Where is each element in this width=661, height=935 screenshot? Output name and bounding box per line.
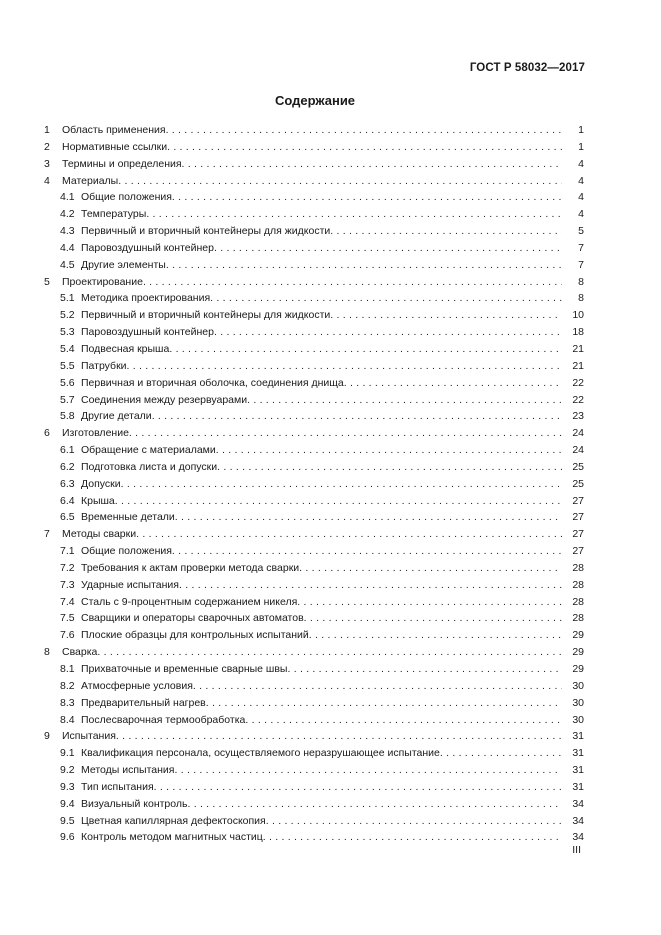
toc-entry-page: 5 (578, 225, 584, 238)
toc-entry-page: 7 (578, 241, 584, 254)
toc-entry-label: Методы сварки (62, 528, 137, 541)
toc-entry (44, 509, 584, 526)
toc-entry-page: 34 (572, 814, 584, 827)
toc-entry-page: 8 (578, 275, 584, 288)
toc-entry (44, 189, 584, 206)
dot-leader (179, 577, 562, 594)
toc-entry-number: 9.2 (60, 764, 75, 777)
dot-leader (193, 678, 562, 695)
toc-entry-label: Проектирование (62, 275, 143, 288)
toc-entry-number: 7 (44, 528, 50, 541)
toc-entry-page: 28 (572, 612, 584, 625)
toc-entry-page: 1 (578, 140, 584, 153)
toc-entry (44, 240, 584, 257)
toc-entry (44, 459, 584, 476)
toc-entry-page: 22 (572, 393, 584, 406)
dot-leader (214, 240, 562, 257)
toc-entry-page: 31 (572, 730, 584, 743)
toc-entry-label: Методы испытания (81, 764, 175, 777)
dot-leader (344, 375, 562, 392)
toc-entry (44, 594, 584, 611)
toc-entry-label: Общие положения (81, 191, 172, 204)
toc-entry-number: 9 (44, 730, 50, 743)
dot-leader (129, 425, 562, 442)
toc-entry-page: 29 (572, 646, 584, 659)
toc-entry (44, 375, 584, 392)
toc-entry-page: 34 (572, 831, 584, 844)
toc-entry-label: Патрубки (81, 359, 127, 372)
toc-entry-label: Квалификация персонала, осуществляемого неразрушающее испытание (81, 747, 440, 760)
dot-leader (172, 189, 562, 206)
dot-leader (309, 627, 562, 644)
toc-entry (44, 156, 584, 173)
toc-entry-label: Паровоздушный контейнер (81, 241, 214, 254)
toc-entry (44, 543, 584, 560)
dot-leader (247, 392, 562, 409)
page-title: Содержание (274, 93, 356, 108)
toc-entry-page: 27 (572, 545, 584, 558)
dot-leader (299, 560, 562, 577)
toc-entry-label: Другие детали (81, 410, 152, 423)
toc-entry-number: 6.1 (60, 444, 75, 457)
toc-entry-label: Визуальный контроль (81, 797, 188, 810)
toc-entry (44, 476, 584, 493)
toc-entry-number: 5 (44, 275, 50, 288)
toc-entry-number: 7.1 (60, 545, 75, 558)
toc-entry-label: Тип испытания (81, 780, 154, 793)
toc-entry-page: 30 (572, 713, 584, 726)
toc-entry (44, 813, 584, 830)
toc-entry-number: 5.1 (60, 292, 75, 305)
toc-entry (44, 425, 584, 442)
toc-entry-page: 21 (572, 359, 584, 372)
toc-entry-page: 21 (572, 342, 584, 355)
toc-entry-number: 4.4 (60, 241, 75, 254)
toc-entry-number: 2 (44, 140, 50, 153)
toc-entry (44, 762, 584, 779)
toc-entry-label: Требования к актам проверки метода сварки (81, 561, 300, 574)
toc-entry-number: 4.1 (60, 191, 75, 204)
toc-entry-number: 6 (44, 427, 50, 440)
toc-entry-page: 4 (578, 157, 584, 170)
toc-entry-page: 27 (572, 511, 584, 524)
toc-entry-number: 6.2 (60, 460, 75, 473)
toc-entry (44, 493, 584, 510)
toc-entry-number: 4.5 (60, 258, 75, 271)
toc-entry-page: 23 (572, 410, 584, 423)
toc-entry-page: 28 (572, 595, 584, 608)
toc-entry (44, 324, 584, 341)
dot-leader (214, 324, 562, 341)
toc-entry-page: 4 (578, 191, 584, 204)
dot-leader (166, 257, 562, 274)
toc-entry-number: 8.1 (60, 663, 75, 675)
toc-entry-number: 6.5 (60, 511, 75, 524)
toc-entry-page: 31 (572, 747, 584, 760)
toc-entry-number: 9.3 (60, 780, 75, 793)
toc-entry (44, 526, 584, 543)
toc-entry-label: Первичный и вторичный контейнеры для жидкости (81, 225, 331, 238)
toc-entry (44, 274, 584, 291)
dot-leader (245, 712, 562, 729)
toc-entry-number: 5.2 (60, 309, 75, 322)
toc-entry-page: 28 (572, 561, 584, 574)
toc-entry-label: Изготовление (62, 427, 129, 440)
toc-entry-number: 7.3 (60, 578, 75, 591)
toc-entry-number: 8.2 (60, 679, 75, 692)
toc-entry (44, 728, 584, 745)
toc-entry-number: 4.3 (60, 225, 75, 238)
toc-entry-page: 34 (572, 797, 584, 810)
toc-entry-label: Температуры (81, 208, 147, 221)
toc-entry-label: Испытания (62, 730, 116, 743)
toc-entry-label: Первичный и вторичный контейнеры для жидкости (81, 309, 331, 322)
toc-entry-page: 4 (578, 174, 584, 187)
toc-entry (44, 779, 584, 796)
toc-entry (44, 257, 584, 274)
toc-entry-number: 7.2 (60, 561, 75, 574)
toc-entry-number: 8.3 (60, 696, 75, 709)
toc-entry-label: Атмосферные условия (81, 679, 193, 692)
dot-leader (116, 728, 562, 745)
toc-entry-page: 27 (572, 494, 584, 507)
toc-entry (44, 796, 584, 813)
toc-entry-label: Паровоздушный контейнер (81, 326, 214, 339)
toc-entry-label: Подвесная крыша (81, 342, 170, 355)
toc-entry (44, 392, 584, 409)
toc-entry-page: 29 (572, 663, 584, 675)
dot-leader (304, 610, 562, 627)
toc-entry (44, 307, 584, 324)
toc-entry-page: 30 (572, 679, 584, 692)
toc-entry-label: Термины и определения (62, 157, 182, 170)
table-of-contents (44, 122, 584, 846)
dot-leader (330, 307, 562, 324)
dot-leader (97, 644, 562, 661)
toc-entry-label: Цветная капиллярная дефектоскопия (81, 814, 266, 827)
toc-entry-label: Сталь с 9-процентным содержанием никеля (81, 595, 298, 608)
toc-entry-number: 5.6 (60, 376, 75, 389)
toc-entry-number: 7.5 (60, 612, 75, 625)
dot-leader (115, 493, 562, 510)
toc-entry-page: 25 (572, 460, 584, 473)
toc-entry (44, 610, 584, 627)
toc-entry (44, 223, 584, 240)
toc-entry (44, 341, 584, 358)
dot-leader (174, 762, 562, 779)
dot-leader (166, 122, 562, 139)
toc-entry-label: Крыша (81, 494, 115, 507)
toc-entry-number: 5.7 (60, 393, 75, 406)
toc-entry-page: 1 (578, 124, 584, 136)
toc-entry-label: Обращение с материалами (81, 444, 216, 457)
toc-entry-number: 5.4 (60, 342, 75, 355)
toc-entry-label: Сварка (62, 646, 98, 659)
toc-entry-page: 8 (578, 292, 584, 305)
dot-leader (152, 408, 562, 425)
toc-entry-label: Прихваточные и временные сварные швы (81, 663, 288, 675)
toc-entry-number: 7.4 (60, 595, 75, 608)
toc-entry-page: 10 (572, 309, 584, 322)
dot-leader (167, 139, 562, 156)
dot-leader (263, 829, 562, 846)
toc-entry-number: 6.4 (60, 494, 75, 507)
toc-entry-number: 3 (44, 157, 50, 170)
toc-entry (44, 627, 584, 644)
dot-leader (330, 223, 562, 240)
toc-entry-label: Послесварочная термообработка (81, 713, 246, 726)
toc-entry (44, 442, 584, 459)
toc-entry (44, 829, 584, 846)
toc-entry-label: Подготовка листа и допуски (81, 460, 218, 473)
toc-entry-number: 4 (44, 174, 50, 187)
toc-entry (44, 139, 584, 156)
dot-leader (210, 290, 562, 307)
toc-entry-page: 31 (572, 764, 584, 777)
toc-entry-number: 4.2 (60, 208, 75, 221)
toc-entry (44, 712, 584, 729)
toc-entry (44, 290, 584, 307)
toc-entry-number: 9.6 (60, 831, 75, 844)
dot-leader (154, 779, 562, 796)
toc-entry-label: Сварщики и операторы сварочных автоматов (81, 612, 304, 625)
dot-leader (169, 341, 562, 358)
toc-entry-page: 24 (572, 427, 584, 440)
toc-entry (44, 206, 584, 223)
toc-entry-page: 24 (572, 444, 584, 457)
toc-entry (44, 695, 584, 712)
toc-entry-label: Временные детали (81, 511, 175, 524)
toc-entry-page: 29 (572, 629, 584, 642)
dot-leader (118, 173, 562, 190)
dot-leader (440, 745, 562, 762)
toc-entry (44, 745, 584, 762)
toc-entry-number: 9.4 (60, 797, 75, 810)
toc-entry (44, 358, 584, 375)
dot-leader (182, 156, 562, 173)
toc-entry (44, 644, 584, 661)
dot-leader (206, 695, 562, 712)
toc-entry-label: Материалы (62, 174, 119, 187)
toc-entry-page: 27 (572, 528, 584, 541)
dot-leader (143, 274, 562, 291)
toc-entry-page: 22 (572, 376, 584, 389)
dot-leader (297, 594, 562, 611)
dot-leader (216, 442, 562, 459)
toc-entry-number: 5.3 (60, 326, 75, 339)
toc-entry-label: Предварительный нагрев (81, 696, 206, 709)
toc-entry (44, 408, 584, 425)
toc-entry-number: 9.1 (60, 747, 75, 760)
toc-entry-page: 28 (572, 578, 584, 591)
toc-entry-number: 5.8 (60, 410, 75, 423)
toc-entry-label: Соединения между резервуарами (81, 393, 248, 406)
toc-entry-label: Общие положения (81, 545, 172, 558)
dot-leader (127, 358, 562, 375)
dot-leader (287, 661, 562, 678)
toc-entry-label: Нормативные ссылки (62, 140, 168, 153)
toc-entry-page: 18 (572, 326, 584, 339)
dot-leader (172, 543, 562, 560)
dot-leader (217, 459, 562, 476)
dot-leader (266, 813, 562, 830)
toc-entry-number: 7.6 (60, 629, 75, 642)
toc-entry-label: Методика проектирования (81, 292, 211, 305)
toc-entry (44, 173, 584, 190)
toc-entry-number: 6.3 (60, 477, 75, 490)
toc-entry-page: 7 (578, 258, 584, 271)
toc-entry-label: Допуски (81, 477, 121, 490)
toc-entry-label: Плоские образцы для контрольных испытаний (81, 629, 309, 642)
toc-entry-number: 1 (44, 124, 50, 136)
toc-entry-label: Другие элементы (81, 258, 166, 271)
toc-entry (44, 661, 584, 678)
toc-entry-number: 5.5 (60, 359, 75, 372)
toc-entry (44, 577, 584, 594)
dot-leader (146, 206, 562, 223)
toc-entry-page: 30 (572, 696, 584, 709)
toc-entry-number: 8 (44, 646, 50, 659)
toc-entry-label: Первичная и вторичная оболочка, соединения днища (81, 376, 344, 389)
dot-leader (175, 509, 562, 526)
toc-entry-label: Область применения (62, 124, 166, 136)
dot-leader (136, 526, 562, 543)
document-number: ГОСТ Р 58032—2017 (469, 62, 585, 74)
toc-entry-page: 4 (578, 208, 584, 221)
toc-entry (44, 122, 584, 139)
dot-leader (121, 476, 562, 493)
toc-entry-label: Контроль методом магнитных частиц (81, 831, 263, 844)
toc-entry (44, 560, 584, 577)
dot-leader (187, 796, 562, 813)
toc-entry-number: 8.4 (60, 713, 75, 726)
toc-entry-page: 25 (572, 477, 584, 490)
page-number: III (572, 844, 581, 856)
toc-entry-number: 9.5 (60, 814, 75, 827)
toc-entry-page: 31 (572, 780, 584, 793)
toc-entry-label: Ударные испытания (81, 578, 179, 591)
toc-entry (44, 678, 584, 695)
